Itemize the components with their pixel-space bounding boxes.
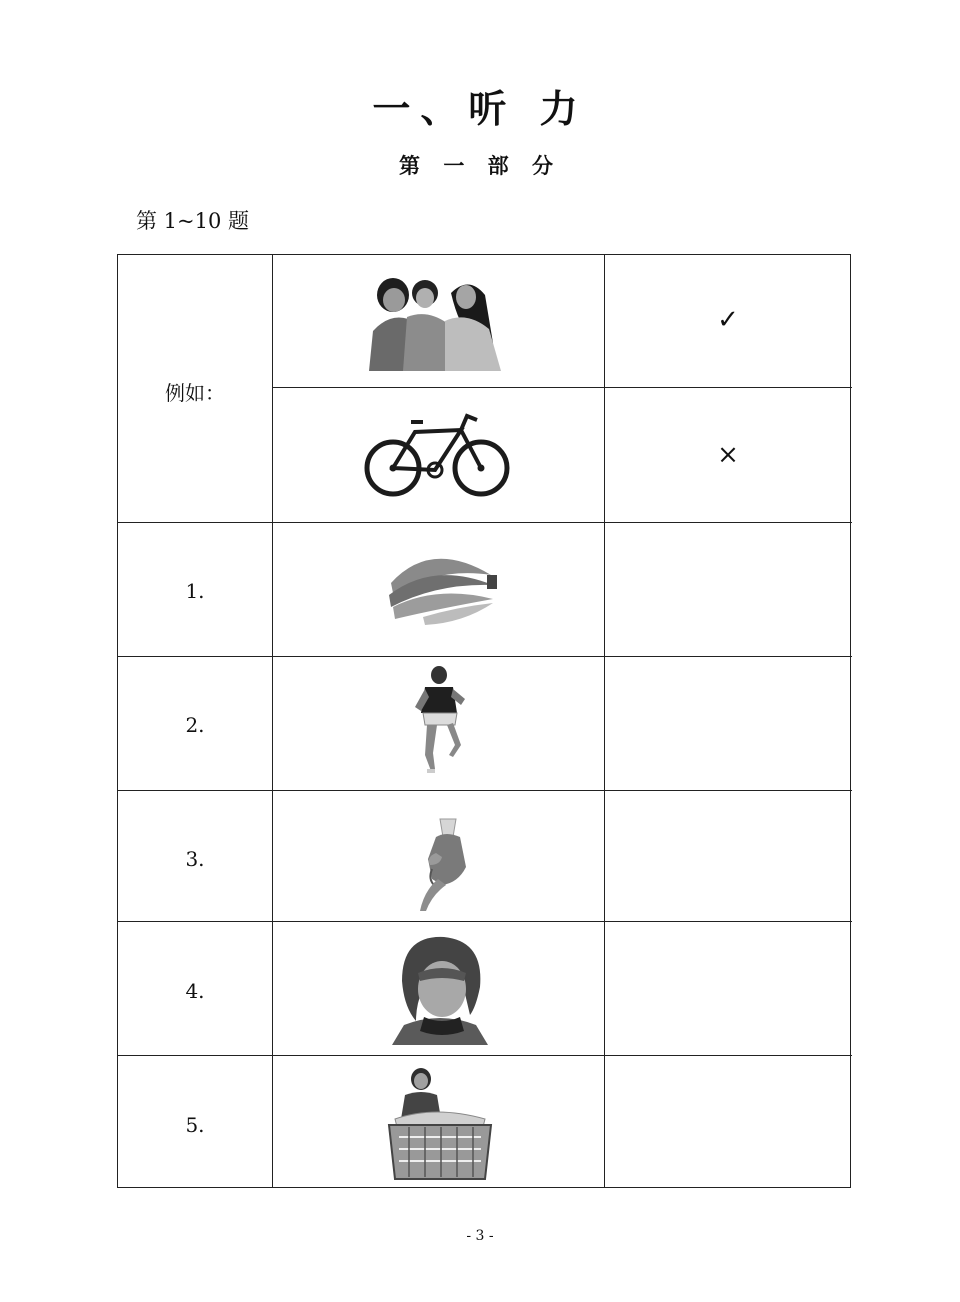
table-divider bbox=[118, 522, 852, 523]
hand-holding-cup-photo bbox=[406, 813, 478, 913]
table-divider bbox=[272, 255, 273, 1187]
question-number: 3. bbox=[185, 847, 205, 871]
question-number: 4. bbox=[185, 979, 205, 1003]
question-number: 1. bbox=[185, 579, 205, 603]
running-man-photo bbox=[403, 663, 473, 781]
section-title: 一、听 力 bbox=[372, 86, 588, 131]
table-divider bbox=[118, 1055, 852, 1056]
question-number: 5. bbox=[185, 1113, 205, 1137]
bananas-photo bbox=[383, 541, 503, 631]
table-divider bbox=[118, 790, 852, 791]
wrong-mark: × bbox=[717, 440, 739, 470]
listening-answer-table bbox=[117, 254, 851, 1188]
page-number: - 3 - bbox=[466, 1228, 494, 1244]
woman-with-laundry-basket-photo bbox=[383, 1065, 495, 1183]
bicycle-photo bbox=[363, 410, 513, 502]
table-divider bbox=[118, 921, 852, 922]
correct-mark: ✓ bbox=[717, 305, 739, 335]
family-photo bbox=[363, 273, 513, 373]
question-number: 2. bbox=[185, 713, 205, 737]
question-range: 第 1~10 题 bbox=[136, 209, 250, 233]
part-title: 第 一 部 分 bbox=[399, 153, 561, 178]
table-divider bbox=[604, 255, 605, 1187]
woman-portrait-photo bbox=[380, 933, 500, 1045]
table-divider bbox=[272, 387, 852, 388]
example-label: 例如： bbox=[165, 381, 225, 405]
table-divider bbox=[118, 656, 852, 657]
